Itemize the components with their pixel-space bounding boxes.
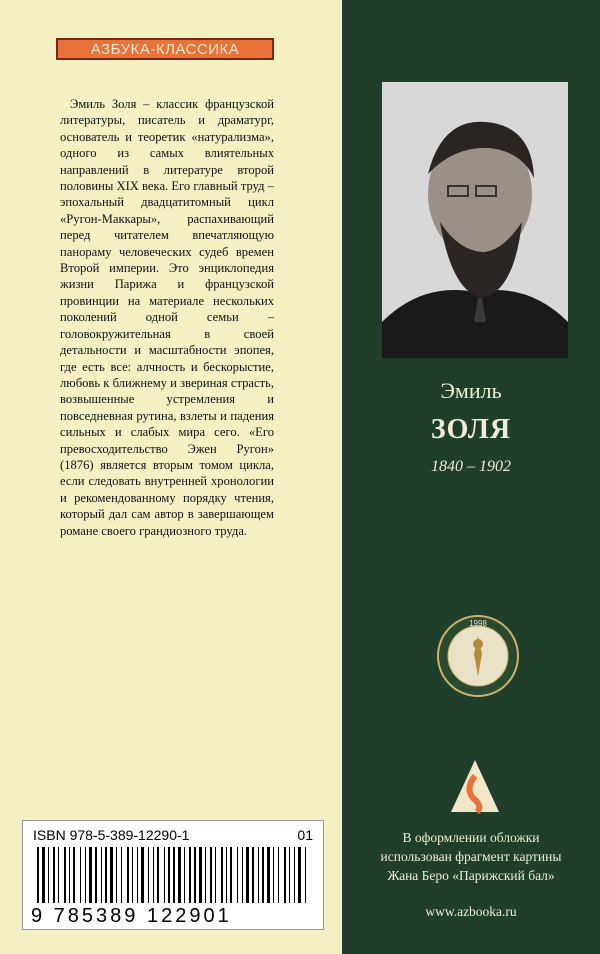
barcode-bar xyxy=(215,847,216,903)
barcode-bar xyxy=(168,847,170,903)
isbn-suffix: 01 xyxy=(297,827,313,843)
seal-year: 1998 xyxy=(469,619,487,628)
barcode-bar xyxy=(64,847,66,903)
barcode-bar xyxy=(294,847,295,903)
barcode-bar xyxy=(116,847,117,903)
barcode-bar xyxy=(37,847,39,903)
barcode-bar xyxy=(58,847,59,903)
barcode-bar xyxy=(89,847,92,903)
barcode-bar xyxy=(148,847,149,903)
barcode-bar xyxy=(73,847,75,903)
barcode-bar xyxy=(95,847,97,903)
barcode-bar xyxy=(132,847,133,903)
barcode-bar xyxy=(252,847,254,903)
series-label: АЗБУКА-КЛАССИКА xyxy=(56,38,274,60)
barcode-bar xyxy=(278,847,279,903)
barcode-bar xyxy=(53,847,55,903)
barcode-bar xyxy=(153,847,154,903)
barcode-bar xyxy=(298,847,301,903)
barcode-bar xyxy=(184,847,185,903)
barcode-block xyxy=(22,820,324,930)
barcode-bar xyxy=(189,847,191,903)
book-description: Эмиль Золя – классик французской литературы, писатель и драматург, основатель и теоретик «натурализма», одного из самых влиятельных направлений в литературе второй половины XIX века. Его главный труд – эпохальный двадцатитомный цикл «Ругон-Маккары», распахивающий перед читателем впечатляющую панораму человеческих судеб времен Второй империи. Это энциклопедия жизни Парижа и французской провинции на материале нескольких поколений одной семьи – головокружительная в своей детальности и масштабности эпопея, где есть все: алчность и бескорыстие, любовь к ближнему и звериная страсть, возвышенные устремления и повседневная рутина, взлеты и падения сильных и слабых мира сего. «Его превосходительство Эжен Ругон» (1876) является вторым томом цикла, если следовать внутренней хронологии и рекомендованному порядку чтения, который дал сам автор в завершающем романе своего грандиозного труда. xyxy=(60,97,274,538)
author-years: 1840 – 1902 xyxy=(431,458,511,475)
barcode-bar xyxy=(258,847,259,903)
credit-line-2: использован фрагмент картины xyxy=(380,849,562,864)
barcode-bar xyxy=(127,847,129,903)
credit-line-1: В оформлении обложки xyxy=(402,830,540,845)
publisher-website: www.azbooka.ru xyxy=(425,904,517,919)
barcode-bar xyxy=(69,847,70,903)
barcode-bar xyxy=(101,847,102,903)
barcode-bar xyxy=(157,847,159,903)
barcode-bar xyxy=(262,847,264,903)
barcode-bar xyxy=(121,847,122,903)
barcode-bar xyxy=(141,847,144,903)
cover-credit xyxy=(342,828,600,885)
barcode-bar xyxy=(210,847,212,903)
author-portrait xyxy=(382,82,568,358)
barcode-bar xyxy=(48,847,49,903)
barcode-bar xyxy=(105,847,107,903)
barcode-bar xyxy=(80,847,81,903)
barcode-bar xyxy=(242,847,243,903)
barcode-bar xyxy=(199,847,202,903)
barcode-bar xyxy=(85,847,86,903)
credit-line-3: Жана Беро «Парижский бал» xyxy=(387,868,555,883)
barcode-bar xyxy=(226,847,227,903)
barcode-bar xyxy=(273,847,274,903)
barcode-digits: 9 785389 122901 xyxy=(31,905,232,927)
barcode-bar xyxy=(305,847,306,903)
barcode-bar xyxy=(284,847,286,903)
isbn-text: ISBN 978-5-389-12290-1 xyxy=(33,827,190,843)
barcode-bar xyxy=(230,847,232,903)
barcode-bar xyxy=(194,847,196,903)
barcode-bar xyxy=(289,847,290,903)
barcode-bar xyxy=(205,847,206,903)
author-first-name: Эмиль xyxy=(440,378,502,403)
barcode-bar xyxy=(246,847,249,903)
barcode-bar xyxy=(237,847,238,903)
barcode-bar xyxy=(164,847,165,903)
barcode-bar xyxy=(110,847,113,903)
barcode-bar xyxy=(173,847,175,903)
barcode-bar xyxy=(267,847,270,903)
barcode-bar xyxy=(178,847,181,903)
award-seal-icon xyxy=(436,614,520,698)
barcode-bars xyxy=(37,847,309,903)
azbuka-logo-icon xyxy=(449,758,501,814)
barcode-bar xyxy=(42,847,45,903)
barcode-bar xyxy=(221,847,223,903)
barcode-bar xyxy=(137,847,138,903)
author-last-name: ЗОЛЯ xyxy=(430,414,512,445)
